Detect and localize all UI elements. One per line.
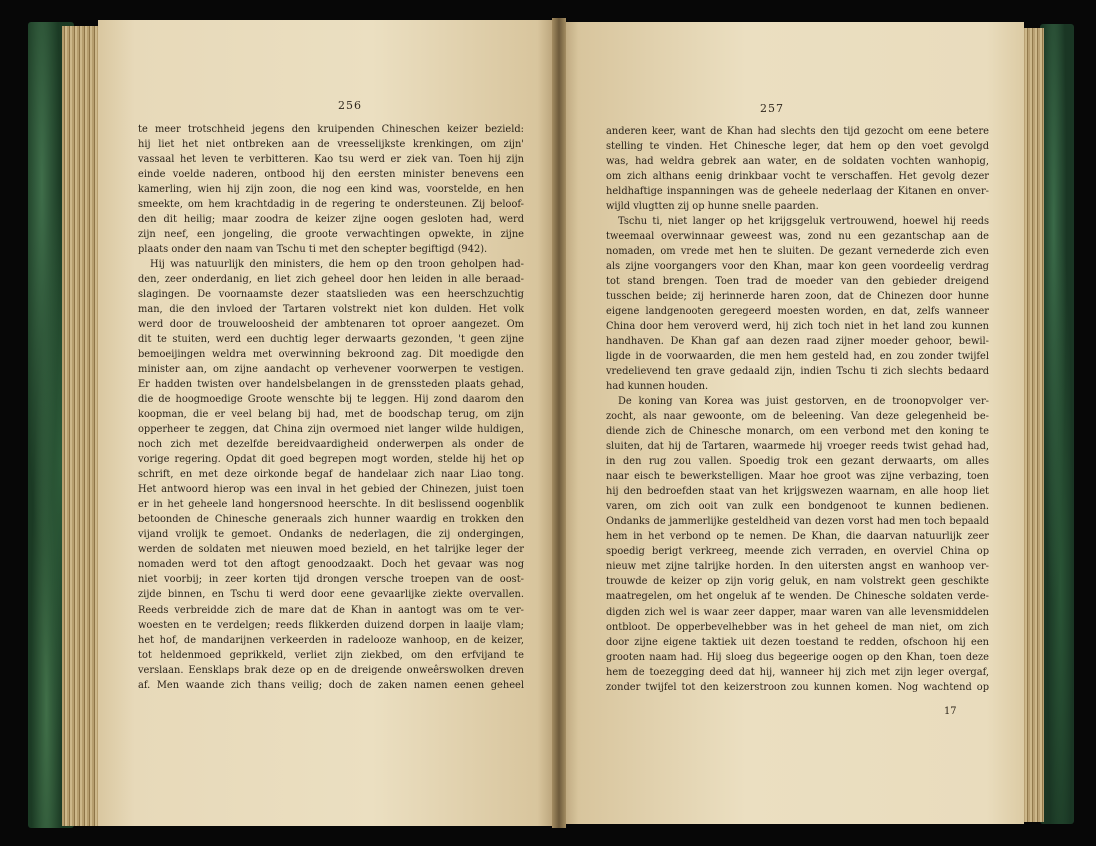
text-line: nieuw met zijne talrijke horden. In den uitersten angst en wanhoop ver- [606,561,989,573]
text-line: plaats onder den naam van Tschu ti met den schepter begiftigd (942). [138,244,488,256]
text-line: China door hem veroverd werd, hij zich toch niet in het land zou kunnen [606,321,989,333]
text-line: tot stand brengen. Toen trad de moeder van den gebieder dreigend [606,276,989,288]
text-line: vredelievend ten grave gedaald zijn, indien Tschu ti zich slechts bedaard [606,366,989,378]
text-line: kamerling, wien hij zijn zoon, die nog een kind was, voorstelde, en hen [138,184,524,196]
text-line: hem de toezegging deed dat hij, wanneer hij zich met zijn leger overgaf, [606,666,989,678]
book-gutter [552,18,566,828]
text-line: zocht, als naar gewoonte, om de beleening. Van deze gelegenheid be- [606,411,989,423]
text-line: De koning van Korea was juist gestorven, en de troonopvolger ver- [618,396,989,408]
left-page [98,20,556,826]
text-line: Tschu ti, niet langer op het krijgsgeluk vertrouwend, hoewel hij reeds [618,216,989,228]
text-line: vijand vrolijk te gemoet. Ondanks de nederlagen, die zij ondergingen, [138,529,524,541]
text-line: eigene landgenooten geregeerd moesten worden, en dat, zelfs wanneer [606,306,989,318]
text-line: vorige regering. Opdat dit goed begrepen mogt worden, stelde hij het op [138,454,524,466]
right-page-body-text [606,124,989,695]
text-line: grooten naam had. Hij sloeg dus begeerige oogen op den Khan, toen deze [606,651,989,663]
text-line: tusschen beide; zij herinnerde haren zoon, dat de Chinezen door hunne [606,291,989,303]
text-line: opperheer te zeggen, dat China zijn overmoed niet langer wilde huldigen, [138,424,524,436]
text-line: trouwde de keizer op zijn vorig geluk, en nam volstrekt geen geschikte [606,576,989,588]
text-line: er in het geheele land hongersnood heerschte. In dit beslissend oogenblik [138,499,524,511]
text-line: het hof, de mandarijnen verkeerden in radelooze wanhoop, en de keizer, [138,634,524,646]
text-line: tot heldenmoed geprikkeld, verliet zijn ziekbed, om den erfvijand te [138,649,524,661]
text-line: Reeds verbreidde zich de mare dat de Khan in aantogt was om te ver- [138,604,524,616]
text-line: had kunnen houden. [606,381,709,393]
text-line: vassaal het leven te verbitteren. Kao tsu werd er ziek van. Toen hij zijn [138,154,524,166]
text-line: den dit heilig; maar zoodra de keizer zijne oogen gesloten had, werd [138,214,524,226]
text-line: ligde in de voorwaarden, die men hem gesteld had, en zou zonder twijfel [606,351,989,363]
text-line: slagingen. De voornaamste dezer staatslieden was een heerschzuchtig [138,289,524,301]
text-line: noch zich met dezelfde bereidvaardigheid onderwerpen als onder de [138,439,524,451]
text-line: was, had weldra gebrek aan water, en de soldaten vochten wanhopig, [606,156,989,168]
text-line: als zijne voorgangers voor den Khan, maar kon geen voordeelig verdrag [606,261,989,273]
text-line: smeekte, om hem krachtdadig in de regering te ondersteunen. Zij beloof- [138,199,524,211]
text-line: Er hadden twisten over handelsbelangen in de grenssteden plaats gehad, [138,379,524,391]
text-line: zijn neef, een jongeling, die groote verwachtingen opwekte, in zijne [138,229,524,241]
text-line: nomaden, om vrede met hen te sluiten. De gezant vernederde zich even [606,246,989,258]
text-line: door zijne eigene taktiek uit dezen toestand te redden, ofschoon hij een [606,636,989,648]
text-line: betoonden de Chinesche generaals zich hunner waardig en trokken den [138,514,524,526]
text-line: te meer trotschheid jegens den kruipenden Chineschen keizer bezield: [138,124,524,135]
text-line: maatregelen, om het ongeluk af te wenden. De Chinesche soldaten verde- [606,591,989,603]
text-line: handhaven. De Khan gaf aan dezen raad zijner moeder gehoor, bewil- [606,336,989,348]
text-line: diende zich de Chinesche monarch, om een verbond met den koning te [606,426,989,438]
right-page [560,22,1024,824]
text-line: hij liet het niet ontbreken aan de vreesselijkste krenkingen, om zijn' [138,139,524,151]
left-page-body-text [138,122,524,693]
text-line: digden zich wel is waar zeer dapper, maar waren van alle levensmiddelen [606,606,989,618]
text-line: in den rug zou vallen. Spoedig trok een gezant derwaarts, om alles [606,456,989,468]
text-line: schrift, en met deze oirkonde begaf de handelaar zich naar Liao tong. [138,469,524,481]
page-number-right: 257 [760,102,784,115]
signature-mark: 17 [944,706,957,717]
text-line: hij den bedroefden staat van het krijgswezen waarnam, en alle hoop liet [606,486,989,498]
text-line: Ondanks de jammerlijke gesteldheid van dezen vorst had men toch bepaald [606,516,989,528]
page-number-left: 256 [338,99,362,112]
text-line: die de hoogmoedige Groote wenschte bij te leggen. Hij zond daarom den [138,394,524,406]
text-line: hem in het verbond op te nemen. De Khan, die daarvan natuurlijk zeer [606,531,989,543]
left-page-edges [62,26,102,826]
text-line: zonder twijfel tot den keizerstroon zou kunnen komen. Nog wachtend op [606,681,989,693]
text-line: Hij was natuurlijk den ministers, die hem op den troon geholpen had- [150,259,524,271]
text-line: minister aan, om zijne aandacht op verhevener voorwerpen te vestigen. [138,364,524,376]
text-line: niet voorbij; in zeer korten tijd drongen versche troepen van de oost- [138,574,524,586]
text-line: dit te stuiten, werd een duchtig leger derwaarts gezonden, 't geen zijne [138,334,524,346]
text-line: varen, om zich ooit van zulk een bondgenoot te kunnen bedienen. [606,501,989,513]
text-line: zijde binnen, en Tschu ti werd door eene gevaarlijke ziekte overvallen. [138,589,524,601]
text-line: spoedig berigt verkreeg, meende zich verraden, en overviel China op [606,546,989,558]
text-line: verslaan. Eensklaps brak deze op en de dreigende onweêrswolken dreven [138,664,524,676]
text-line: den, zeer onderdanig, en liet zich geheel door hen leiden in alle beraad- [138,274,524,286]
text-line: ontbloot. De opperbevelhebber was in het geheel de man niet, om zich [606,621,989,633]
text-line: stelling te vinden. Het Chinesche leger, dat hem op den voet gevolgd [606,141,989,153]
text-line: om zich althans eenig drinkbaar vocht te verschaffen. Het gevolg dezer [606,171,989,183]
text-line: naar eisch te bewerkstelligen. Maar hoe groot was zijne verbazing, toen [606,471,989,483]
text-line: af. Men waande zich thans veilig; doch de zaken namen eenen geheel [138,679,524,691]
text-line: werden de soldaten met nieuwen moed bezield, en het talrijke leger der [138,544,524,556]
text-line: bemoeijingen weldra met overwinning bekroond zag. Dit moedigde den [138,349,524,361]
text-line: sluiten, dat hij de Tartaren, waarmede hij vroeger reeds twist gehad had, [606,441,989,453]
text-line: einde voelde naderen, ontbood hij den eersten minister benevens een [138,169,524,181]
text-line: werd door de trouweloosheid der ambtenaren tot oproer aangezet. Om [138,319,524,331]
text-line: anderen keer, want de Khan had slechts den tijd gezocht om eene betere [606,126,989,137]
right-cover-marbled-board [1040,24,1074,824]
text-line: koopman, die er veel belang bij had, met de boodschap terug, om zijn [138,409,524,421]
text-line: heldhaftige inspanningen was de geheele nederlaag der Kitanen en onver- [606,186,989,198]
text-line: tweemaal overwinnaar geweest was, zond nu een gezantschap aan de [606,231,989,243]
text-line: Het antwoord hierop was een inval in het gebied der Chinezen, juist toen [138,484,524,496]
text-line: wijld vlugtten zij op hunne snelle paarden. [606,201,819,213]
text-line: woesten en te verdelgen; reeds flikkerden duizend dorpen in laaije vlam; [138,619,524,631]
text-line: man, die den invloed der Tartaren volstrekt niet kon dulden. Het volk [138,304,524,316]
text-line: nomaden werd tot den aftogt genoodzaakt. Doch het gevaar was nog [138,559,524,571]
